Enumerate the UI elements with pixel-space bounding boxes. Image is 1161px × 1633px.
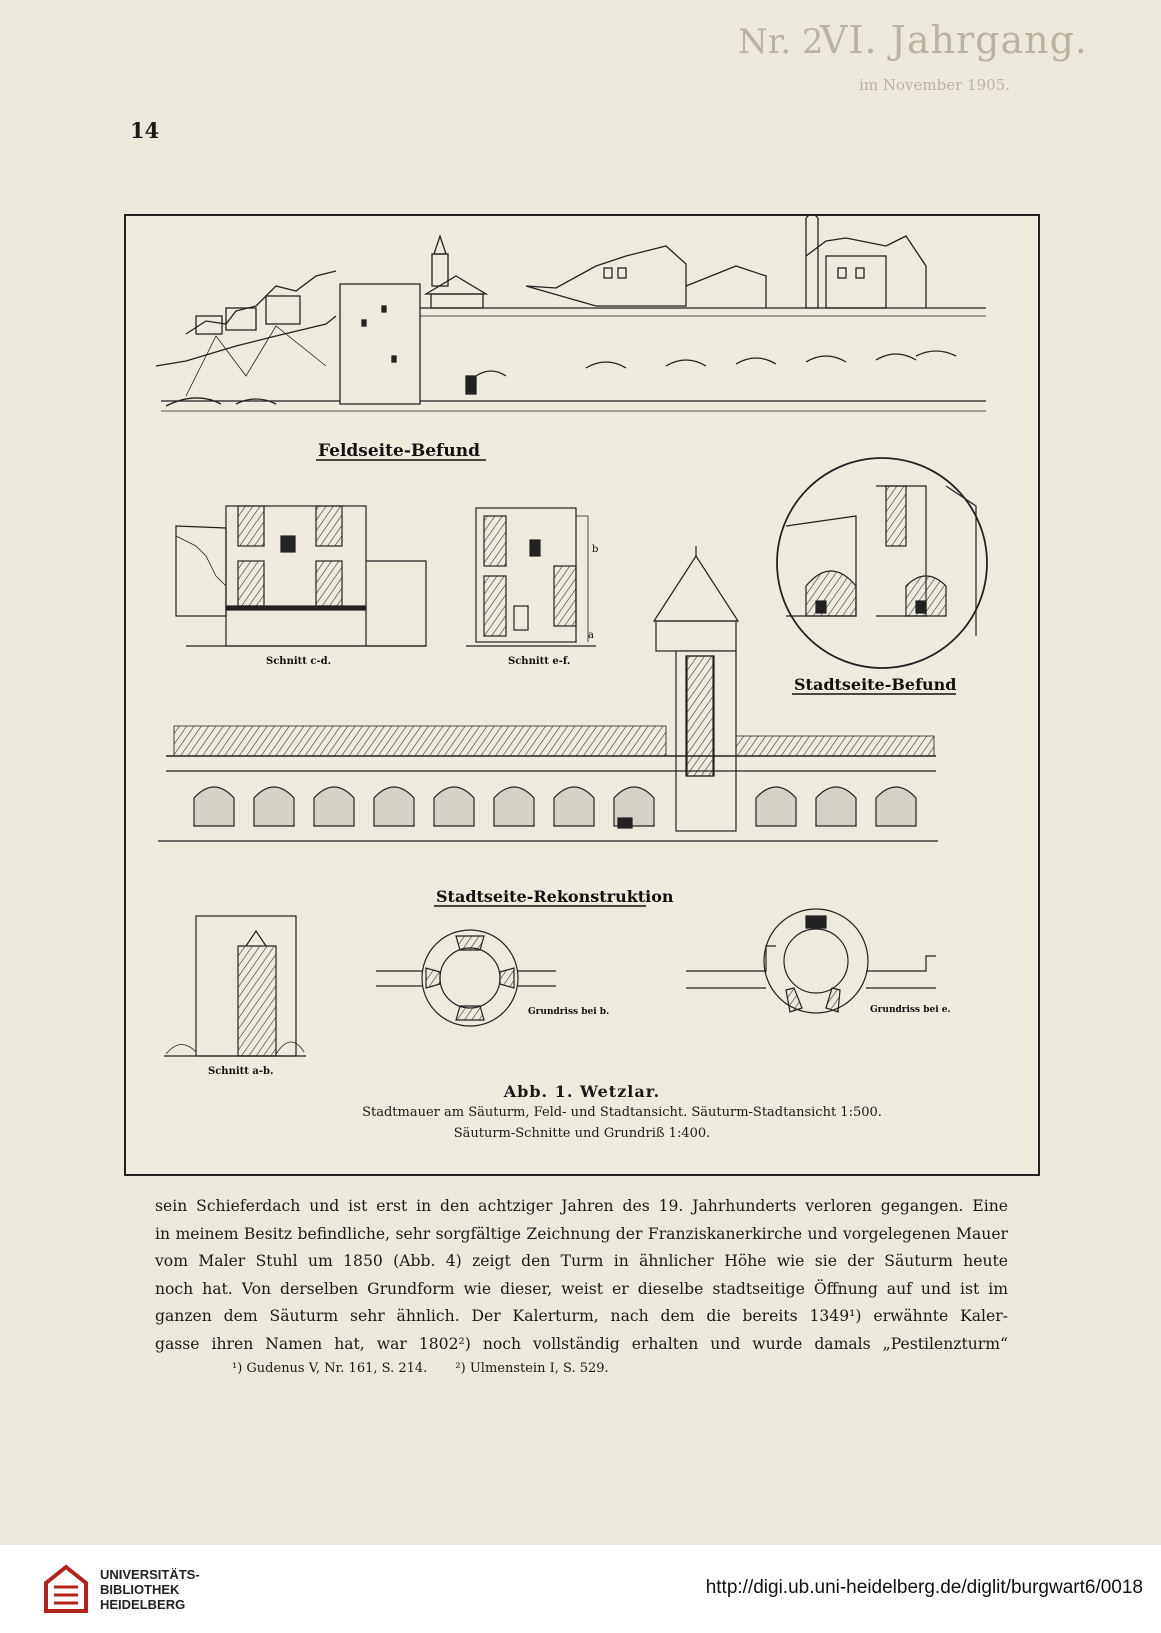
- label-schnitt-ab: Schnitt a-b.: [208, 1066, 274, 1077]
- body-line: vom Maler Stuhl um 1850 (Abb. 4) zeigt den Turm in ähnlicher Höhe wie sie der Säuturm heute: [155, 1252, 1008, 1271]
- caption-line-2: Säuturm-Schnitte und Grundriß 1:400.: [453, 1126, 711, 1141]
- body-line: sein Schieferdach und ist erst in den achtziger Jahren des 19. Jahrhunderts verloren gegangen. Eine: [155, 1197, 1008, 1215]
- digitization-footer: [0, 1545, 1161, 1633]
- library-name-line-2: BIBLIOTHEK: [100, 1582, 180, 1597]
- label-grundriss-b: Grundriss bei b.: [528, 1007, 610, 1017]
- feldseite-drawing: [156, 216, 986, 411]
- figure-wetzlar: [124, 214, 1040, 1176]
- stadtmauer-wall: [158, 726, 938, 841]
- label-stadtseite-befund: Stadtseite-Befund: [794, 675, 957, 694]
- caption-line-1: Stadtmauer am Säuturm, Feld- und Stadtansicht. Säuturm-Stadtansicht 1:500.: [362, 1105, 882, 1120]
- schnitt-cd-drawing: [176, 506, 426, 646]
- footnotes: [232, 1361, 633, 1376]
- letter-a: a: [588, 630, 594, 641]
- university-library-logo-icon: [40, 1563, 92, 1615]
- label-grundriss-e: Grundriss bei e.: [870, 1005, 951, 1015]
- architectural-drawings: [126, 216, 1038, 1174]
- source-url-link[interactable]: http://digi.ub.uni-heidelberg.de/diglit/burgwart6/0018: [705, 1577, 1143, 1598]
- body-text: [155, 1193, 1008, 1359]
- label-stadtseite-rekonstruktion: Stadtseite-Rekonstruktion: [436, 887, 674, 906]
- letter-b: b: [592, 544, 599, 555]
- caption-title: Abb. 1. Wetzlar.: [503, 1082, 661, 1101]
- stadtseite-befund-vignette: [777, 458, 987, 668]
- body-line: noch hat. Von derselben Grundform wie dieser, weist er dieselbe stadtseitige Öffnung auf und ist im: [155, 1279, 1008, 1298]
- bleed-through-date: im November 1905.: [859, 76, 1010, 94]
- label-schnitt-cd: Schnitt c-d.: [266, 656, 332, 667]
- schnitt-ab-drawing: [164, 916, 306, 1056]
- library-name-line-3: HEIDELBERG: [100, 1597, 186, 1612]
- label-feldseite-befund: Feldseite-Befund: [318, 441, 480, 461]
- body-line: gasse ihren Namen hat, war 1802²) noch vollständig erhalten und wurde damals „Pestilenzturm“: [155, 1334, 1008, 1353]
- grundriss-e-drawing: [686, 909, 936, 1013]
- saeuturm-tower: [654, 546, 738, 831]
- library-name-line-1: UNIVERSITÄTS-: [100, 1567, 200, 1582]
- schnitt-ef-drawing: [466, 508, 599, 646]
- page-number: 14: [130, 118, 160, 143]
- bleed-through-journal-title: VI. Jahrgang.: [820, 18, 1088, 62]
- label-schnitt-ef: Schnitt e-f.: [508, 656, 571, 667]
- body-line: ganzen dem Säuturm sehr ähnlich. Der Kalerturm, nach dem die bereits 1349¹) erwähnte Kaler-: [155, 1307, 1008, 1326]
- footnote-1: ¹) Gudenus V, Nr. 161, S. 214.: [232, 1361, 428, 1376]
- body-line: in meinem Besitz befindliche, sehr sorgfältige Zeichnung der Franziskanerkirche und vorgelegenen Mauer: [155, 1224, 1008, 1243]
- footnote-2: ²) Ulmenstein I, S. 529.: [455, 1361, 609, 1376]
- bleed-through-issue-number: Nr. 2: [738, 22, 824, 62]
- library-name: [100, 1567, 200, 1612]
